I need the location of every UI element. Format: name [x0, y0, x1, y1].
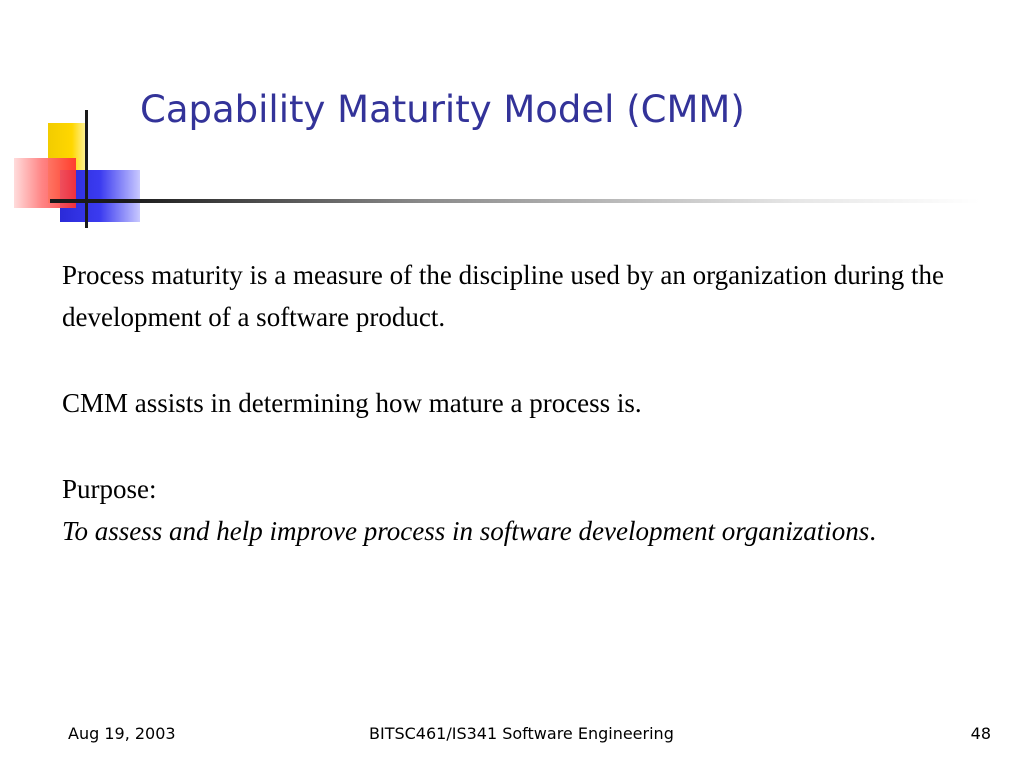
footer-page-number: 48: [970, 724, 991, 743]
vertical-rule-decoration: [85, 110, 88, 228]
body-paragraph-cmm-assists: CMM assists in determining how mature a process is.: [62, 388, 642, 418]
body-paragraph-process-maturity: Process maturity is a measure of the discipline used by an organization during the development of a software product.: [62, 260, 945, 332]
purpose-statement: [62, 510, 962, 552]
footer-course-title: BITSC461/IS341 Software Engineering: [369, 724, 674, 743]
purpose-text: To assess and help improve process in software development organizations: [62, 516, 870, 546]
purpose-label: Purpose:: [62, 474, 157, 504]
title-underline-rule: [50, 199, 980, 203]
slide-body: [62, 254, 962, 552]
footer-date: Aug 19, 2003: [68, 724, 176, 743]
purpose-period: .: [869, 516, 876, 546]
slide-title: Capability Maturity Model (CMM): [140, 88, 745, 131]
